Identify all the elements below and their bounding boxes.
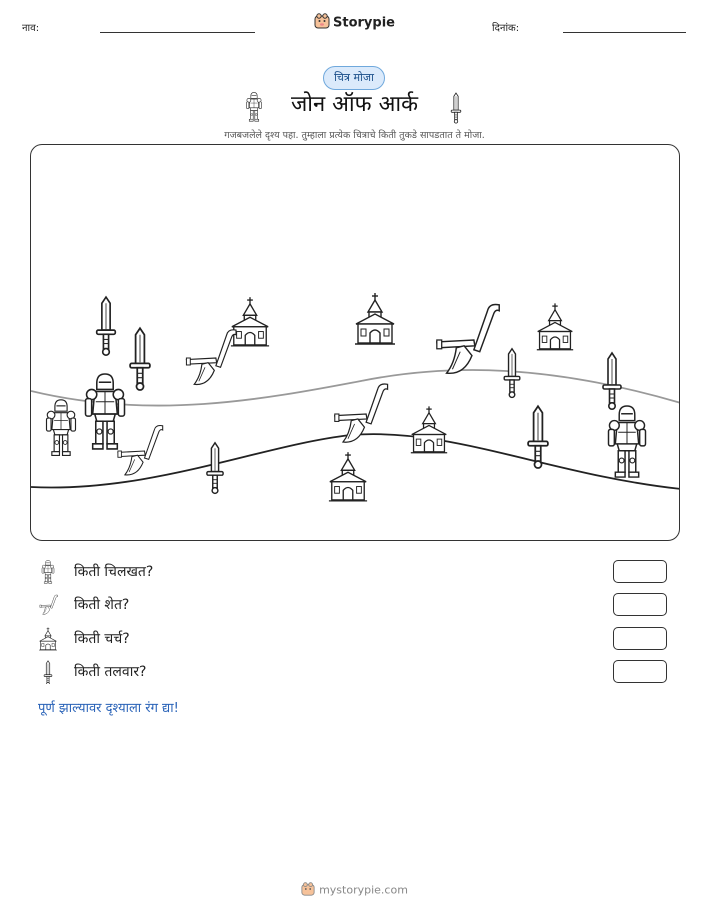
sword-icon bbox=[205, 441, 225, 495]
plow-icon bbox=[331, 381, 393, 447]
question-row-sword bbox=[38, 660, 678, 684]
date-label: दिनांक: bbox=[492, 23, 520, 34]
storypie-logo-icon bbox=[301, 882, 315, 899]
sword-icon bbox=[129, 321, 151, 397]
answer-box-knight[interactable] bbox=[613, 560, 667, 583]
date-line[interactable] bbox=[563, 32, 686, 33]
question-row-plow bbox=[38, 593, 678, 617]
church-icon bbox=[409, 403, 449, 457]
search-scene bbox=[30, 144, 680, 541]
answer-box-church[interactable] bbox=[613, 627, 667, 650]
knight-icon bbox=[38, 560, 58, 584]
sword-icon bbox=[602, 350, 622, 412]
page-title: जोन ऑफ आर्क bbox=[290, 92, 419, 117]
footer-url[interactable]: mystorypie.com bbox=[319, 883, 408, 897]
question-text: किती चर्च? bbox=[74, 631, 130, 647]
brand-logo bbox=[0, 13, 709, 33]
sword-icon bbox=[95, 295, 117, 357]
answer-box-sword[interactable] bbox=[613, 660, 667, 683]
finish-instruction: पूर्ण झाल्यावर दृश्याला रंग द्या! bbox=[38, 701, 179, 716]
church-icon bbox=[535, 301, 575, 353]
church-icon bbox=[327, 449, 369, 505]
brand-name: Storypie bbox=[333, 15, 395, 31]
question-row-church bbox=[38, 627, 678, 651]
church-icon bbox=[353, 291, 397, 347]
name-label: नाव: bbox=[22, 23, 40, 34]
question-text: किती शेत? bbox=[74, 597, 130, 613]
sword-icon bbox=[527, 401, 549, 473]
storypie-logo-icon bbox=[314, 13, 330, 33]
question-text: किती तलवार? bbox=[74, 664, 147, 680]
footer bbox=[0, 882, 709, 899]
church-icon bbox=[38, 627, 58, 651]
instructions: गजबजलेले दृश्य पहा. तुम्हाला प्रत्येक चित्राचे किती तुकडे सापडतात ते मोजा. bbox=[224, 130, 485, 141]
knight-icon bbox=[605, 405, 649, 479]
knight-icon bbox=[83, 373, 127, 451]
answer-box-plow[interactable] bbox=[613, 593, 667, 616]
plow-icon bbox=[38, 593, 58, 617]
question-text: किती चिलखत? bbox=[74, 564, 154, 580]
sword-icon bbox=[450, 92, 462, 124]
plow-icon bbox=[181, 327, 243, 389]
plow-icon bbox=[433, 301, 505, 379]
category-badge: चित्र मोजा bbox=[323, 66, 385, 90]
sword-icon bbox=[38, 660, 58, 684]
sword-icon bbox=[503, 347, 521, 399]
question-row-knight bbox=[38, 560, 678, 584]
knight-icon bbox=[45, 399, 77, 457]
